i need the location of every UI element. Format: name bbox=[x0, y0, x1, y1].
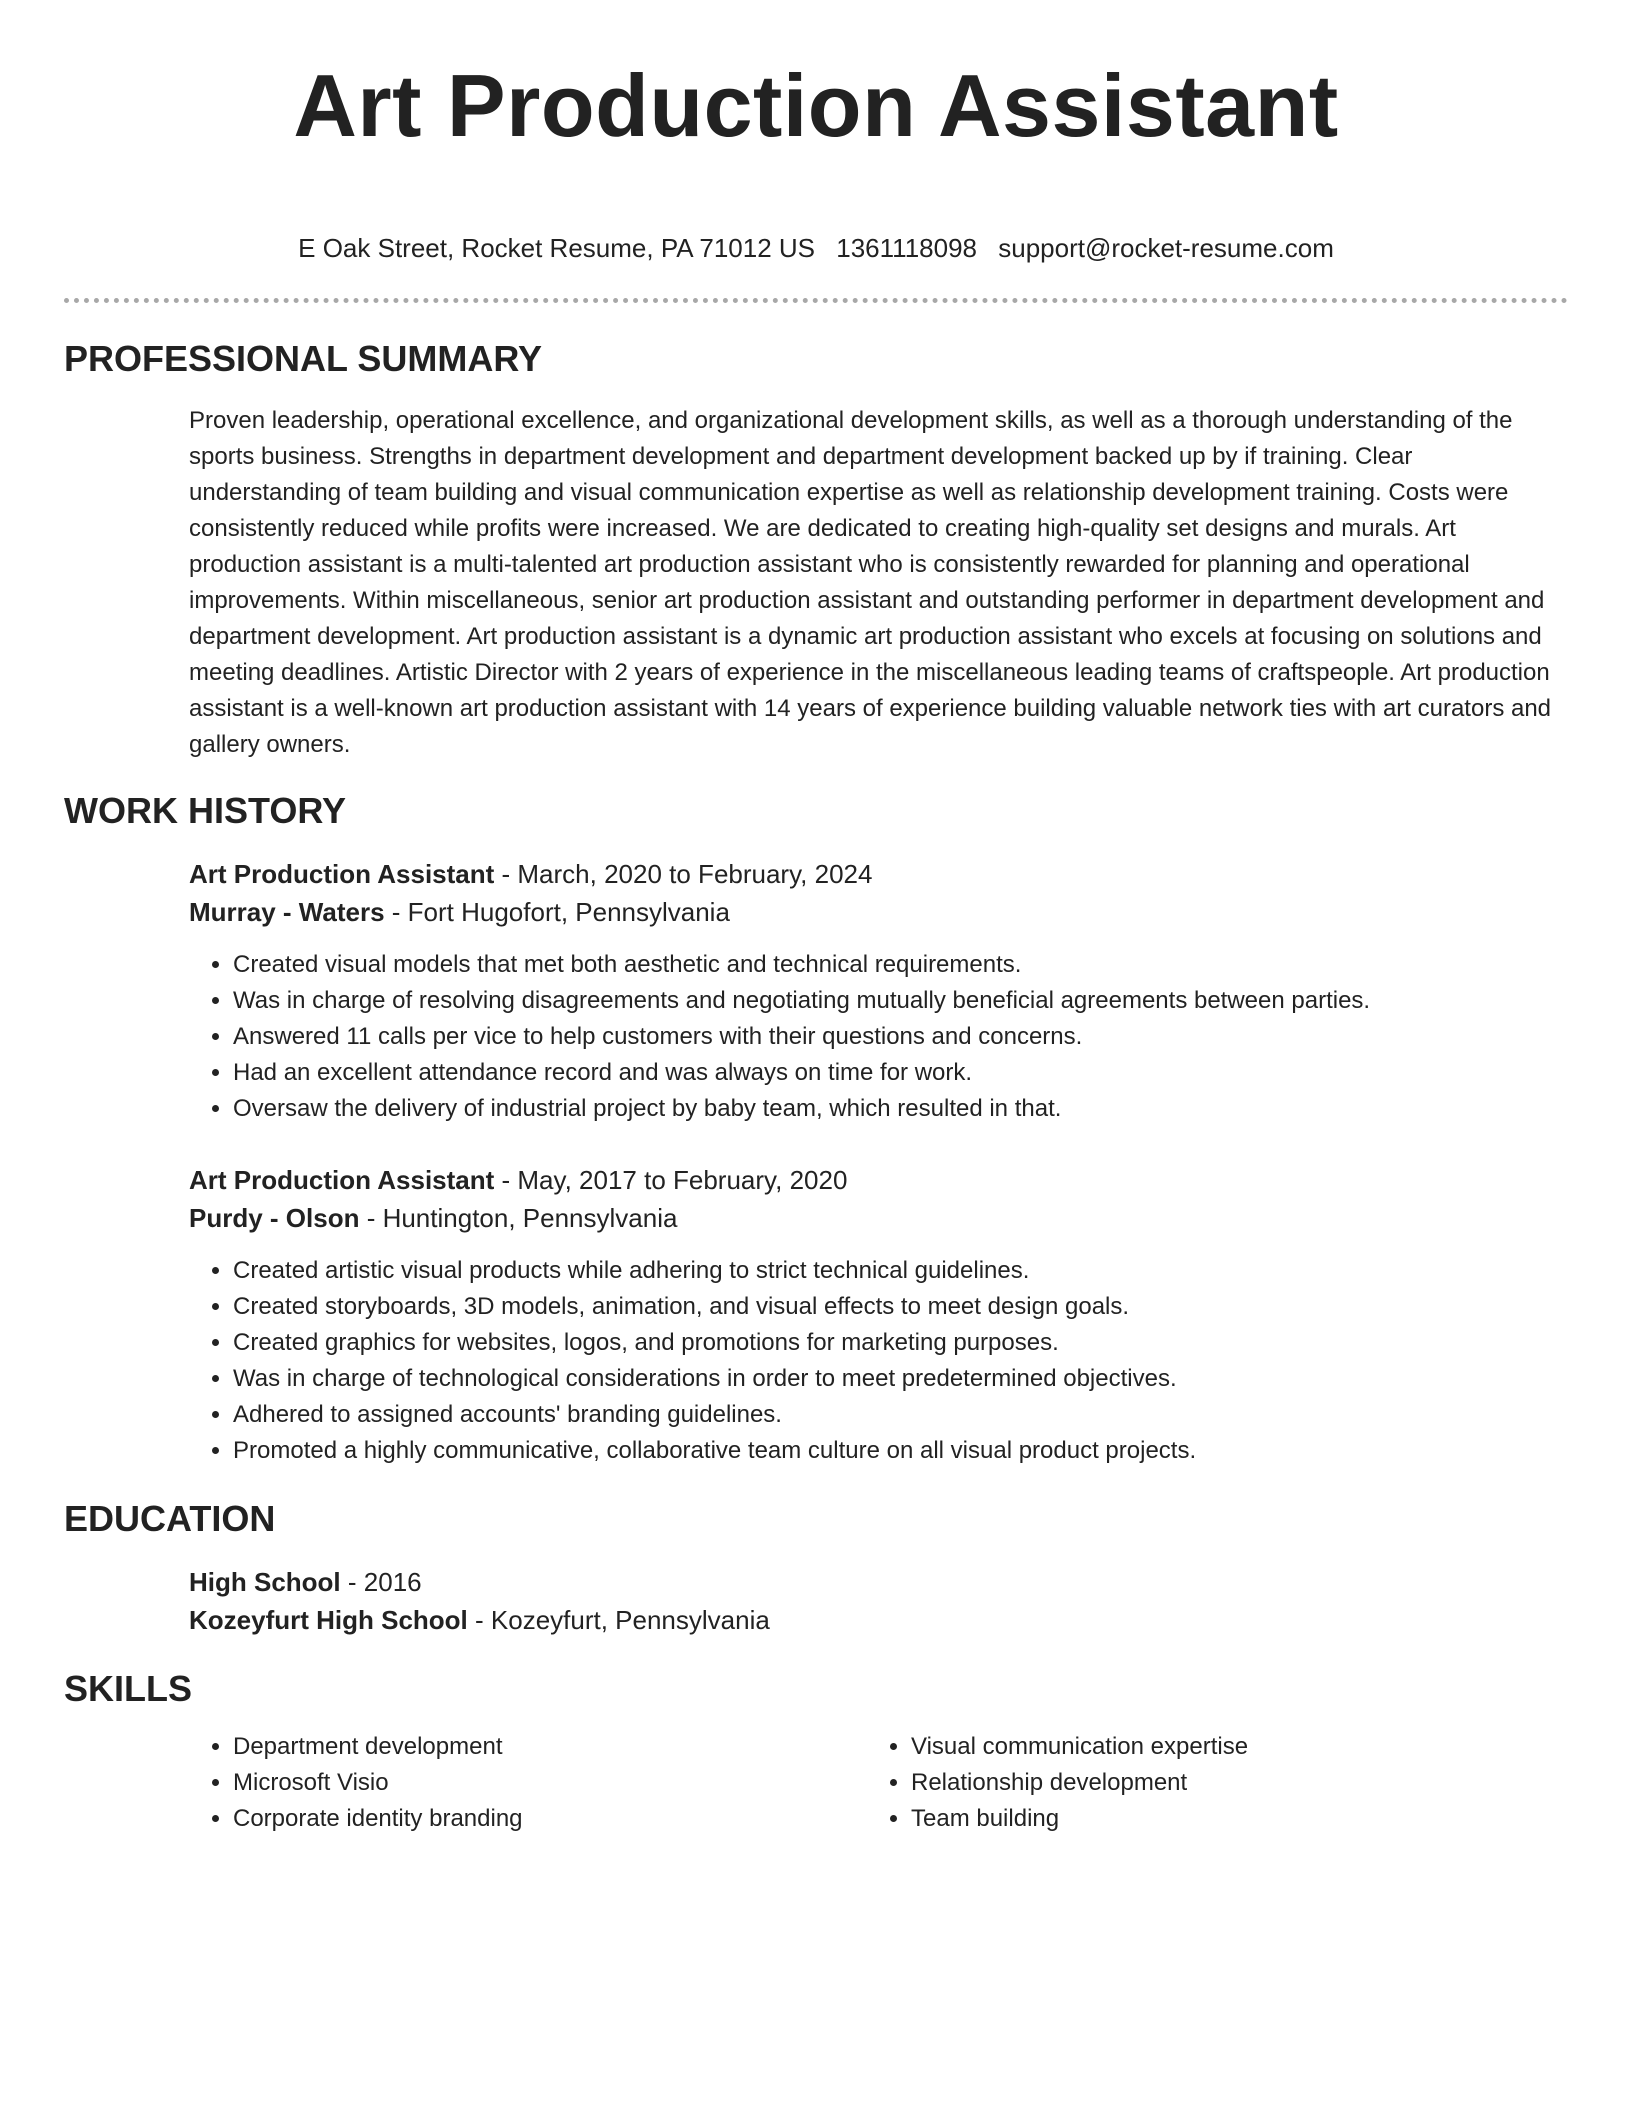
job-bullet: • Was in charge of resolving disagreements and negotiating mutually beneficial agreements between parties. bbox=[233, 983, 1568, 1019]
skill-item: • Corporate identity branding bbox=[233, 1801, 867, 1837]
job-company: Murray - Waters bbox=[189, 897, 385, 927]
job-bullets bbox=[189, 1253, 1568, 1469]
job-bullet: • Created graphics for websites, logos, and promotions for marketing purposes. bbox=[233, 1325, 1568, 1361]
job-location: - Huntington, Pennsylvania bbox=[359, 1203, 678, 1233]
job-bullet: • Was in charge of technological considerations in order to meet predetermined objectives. bbox=[233, 1361, 1568, 1397]
contact-email: support@rocket-resume.com bbox=[998, 233, 1334, 263]
education-school: Kozeyfurt High School bbox=[189, 1605, 468, 1635]
job-title-line bbox=[189, 855, 1568, 893]
job-position: Art Production Assistant bbox=[189, 1165, 495, 1195]
summary-section bbox=[64, 403, 1568, 763]
job-bullet: • Created visual models that met both aesthetic and technical requirements. bbox=[233, 947, 1568, 983]
skill-item: • Department development bbox=[233, 1729, 867, 1765]
job-location: - Fort Hugofort, Pennsylvania bbox=[384, 897, 730, 927]
job-position: Art Production Assistant bbox=[189, 859, 495, 889]
job-bullet: • Adhered to assigned accounts' branding guidelines. bbox=[233, 1397, 1568, 1433]
skill-item: • Team building bbox=[911, 1801, 1545, 1837]
job-bullet: • Created storyboards, 3D models, animation, and visual effects to meet design goals. bbox=[233, 1289, 1568, 1325]
education-location: - Kozeyfurt, Pennsylvania bbox=[467, 1605, 770, 1635]
summary-text: Proven leadership, operational excellence, and organizational development skills, as well as a thorough understanding of the sports business. Strengths in department development and department development backed up by if training. Clear understanding of team building and visual communication expertise as well as relationship development training. Costs were consistently reduced while profits were increased. We are dedicated to creating high-quality set designs and murals. Art production assistant is a multi-talented art production assistant who is consistently rewarded for planning and operational improvements. Within miscellaneous, senior art production assistant and outstanding performer in department development and department development. Art production assistant is a dynamic art production assistant who excels at focusing on solutions and meeting deadlines. Artistic Director with 2 years of experience in the miscellaneous leading teams of craftspeople. Art production assistant is a well-known art production assistant with 14 years of experience building valuable network ties with art curators and gallery owners. bbox=[189, 407, 1552, 758]
education-section bbox=[64, 1563, 1568, 1639]
section-title-summary: PROFESSIONAL SUMMARY bbox=[64, 338, 543, 379]
job-company-line bbox=[189, 1199, 1568, 1237]
job-dates: - March, 2020 to February, 2024 bbox=[494, 859, 873, 889]
skills-column-right bbox=[867, 1729, 1545, 1837]
job-title-line bbox=[189, 1161, 1568, 1199]
education-year: - 2016 bbox=[340, 1567, 422, 1597]
contact-phone: 1361118098 bbox=[836, 233, 977, 263]
header-divider bbox=[64, 298, 1568, 303]
skill-item: • Relationship development bbox=[911, 1765, 1545, 1801]
job-bullet: • Created artistic visual products while adhering to strict technical guidelines. bbox=[233, 1253, 1568, 1289]
contact-info bbox=[64, 232, 1568, 264]
resume-name: Art Production Assistant bbox=[293, 56, 1339, 155]
job-entry bbox=[189, 855, 1568, 1127]
skills-list bbox=[867, 1729, 1545, 1837]
section-title-education: EDUCATION bbox=[64, 1498, 276, 1539]
job-bullet: • Oversaw the delivery of industrial project by baby team, which resulted in that. bbox=[233, 1091, 1568, 1127]
job-bullet: • Had an excellent attendance record and was always on time for work. bbox=[233, 1055, 1568, 1091]
job-company: Purdy - Olson bbox=[189, 1203, 360, 1233]
skills-list bbox=[189, 1729, 867, 1837]
education-school-line bbox=[189, 1601, 1568, 1639]
job-bullet: • Answered 11 calls per vice to help customers with their questions and concerns. bbox=[233, 1019, 1568, 1055]
section-title-work-history: WORK HISTORY bbox=[64, 790, 347, 831]
job-bullet: • Promoted a highly communicative, collaborative team culture on all visual product projects. bbox=[233, 1433, 1568, 1469]
education-degree: High School bbox=[189, 1567, 341, 1597]
job-company-line bbox=[189, 893, 1568, 931]
skill-item: • Microsoft Visio bbox=[233, 1765, 867, 1801]
skill-item: • Visual communication expertise bbox=[911, 1729, 1545, 1765]
job-dates: - May, 2017 to February, 2020 bbox=[494, 1165, 848, 1195]
job-bullets bbox=[189, 947, 1568, 1127]
job-entry bbox=[189, 1161, 1568, 1469]
skills-column-left bbox=[189, 1729, 867, 1837]
work-history-section bbox=[64, 855, 1568, 1469]
education-degree-line bbox=[189, 1563, 1568, 1601]
section-title-skills: SKILLS bbox=[64, 1668, 193, 1709]
skills-section bbox=[64, 1729, 1568, 1837]
contact-address: E Oak Street, Rocket Resume, PA 71012 US bbox=[298, 233, 816, 263]
